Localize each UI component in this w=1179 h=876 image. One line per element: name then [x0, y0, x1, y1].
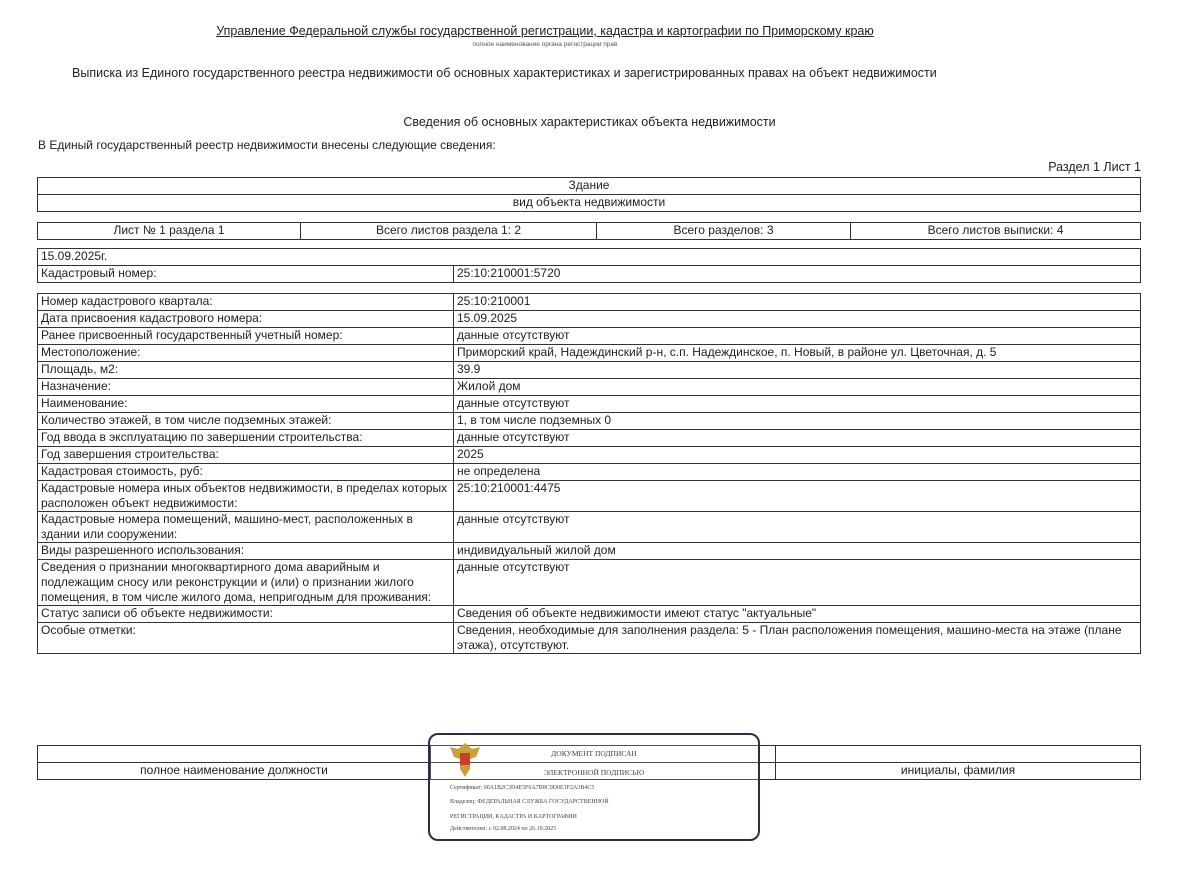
row-label: Сведения о признании многоквартирного дома аварийным и подлежащим сносу или реконструкции и (или) о признании жилого помещения, в том числе жилого дома, непригодным для проживания: — [38, 560, 454, 606]
table-row — [38, 543, 1141, 560]
row-label: Количество этажей, в том числе подземных этажей: — [38, 413, 454, 430]
row-label: Статус записи об объекте недвижимости: — [38, 606, 454, 623]
stamp-line2: ЭЛЕКТРОННОЙ ПОДПИСЬЮ — [543, 768, 645, 777]
electronic-signature-stamp — [428, 733, 760, 841]
row-value: данные отсутствуют — [454, 560, 1141, 606]
section-sheet-label: Раздел 1 Лист 1 — [1048, 160, 1141, 174]
table-row — [38, 430, 1141, 447]
total-sections: Всего разделов: 3 — [597, 223, 851, 240]
row-value: Приморский край, Надеждинский р-н, с.п. Надеждинское, п. Новый, в районе ул. Цветочная, д. 5 — [454, 345, 1141, 362]
table-row — [38, 512, 1141, 543]
table-row — [38, 447, 1141, 464]
row-value: 15.09.2025 — [454, 311, 1141, 328]
document-title: Выписка из Единого государственного реестра недвижимости об основных характеристиках и зарегистрированных правах на объект недвижимости — [72, 66, 937, 80]
table-row — [38, 345, 1141, 362]
section-subtitle: Сведения об основных характеристиках объекта недвижимости — [403, 115, 776, 129]
row-value: 25:10:210001:4475 — [454, 481, 1141, 512]
table-row — [38, 294, 1141, 311]
org-caption: полное наименование органа регистрации прав — [472, 41, 618, 48]
row-value: не определена — [454, 464, 1141, 481]
row-label: Ранее присвоенный государственный учетный номер: — [38, 328, 454, 345]
row-value: данные отсутствуют — [454, 430, 1141, 447]
row-label: Год ввода в эксплуатацию по завершении строительства: — [38, 430, 454, 447]
table-row — [38, 481, 1141, 512]
stamp-owner2: РЕГИСТРАЦИИ, КАДАСТРА И КАРТОГРАФИИ — [450, 814, 577, 820]
row-label: Номер кадастрового квартала: — [38, 294, 454, 311]
table-row — [38, 379, 1141, 396]
row-label: Особые отметки: — [38, 623, 454, 654]
row-label: Кадастровые номера помещений, машино-мест, расположенных в здании или сооружении: — [38, 512, 454, 543]
table-row — [38, 464, 1141, 481]
intro-text: В Единый государственный реестр недвижимости внесены следующие сведения: — [38, 138, 496, 152]
table-row — [38, 623, 1141, 654]
table-row — [38, 413, 1141, 430]
row-value: 2025 — [454, 447, 1141, 464]
object-type-caption: вид объекта недвижимости — [38, 195, 1141, 212]
extract-date: 15.09.2025г. — [38, 249, 1141, 266]
stamp-owner1: Владелец: ФЕДЕРАЛЬНАЯ СЛУЖБА ГОСУДАРСТВЕННОЙ — [450, 799, 609, 805]
table-row — [38, 396, 1141, 413]
row-value: данные отсутствуют — [454, 328, 1141, 345]
row-value: Сведения, необходимые для заполнения раздела: 5 - План расположения помещения, машино-места на этаже (плане этажа), отсутствуют. — [454, 623, 1141, 654]
row-value: данные отсутствуют — [454, 396, 1141, 413]
row-label: Виды разрешенного использования: — [38, 543, 454, 560]
characteristics-table — [37, 293, 1141, 654]
stamp-certificate: Сертификат: 00A1B2C3D4E5F6A7B8C9D0E1F2A3B4C5 — [450, 785, 595, 791]
row-value: Жилой дом — [454, 379, 1141, 396]
row-value: 25:10:210001 — [454, 294, 1141, 311]
object-type: Здание — [38, 178, 1141, 195]
cadastral-label: Кадастровый номер: — [38, 266, 454, 283]
row-label: Наименование: — [38, 396, 454, 413]
row-label: Назначение: — [38, 379, 454, 396]
row-value: Сведения об объекте недвижимости имеют статус "актуальные" — [454, 606, 1141, 623]
table-row — [38, 362, 1141, 379]
table-row — [38, 606, 1141, 623]
cadastral-table — [37, 248, 1141, 283]
table-row — [38, 328, 1141, 345]
row-label: Кадастровые номера иных объектов недвижимости, в пределах которых расположен объект недвижимости: — [38, 481, 454, 512]
cadastral-value: 25:10:210001:5720 — [454, 266, 1141, 283]
total-sheets: Всего листов выписки: 4 — [851, 223, 1141, 240]
row-value: 1, в том числе подземных 0 — [454, 413, 1141, 430]
registry-org-name: Управление Федеральной службы государственной регистрации, кадастра и картографии по Приморскому краю — [216, 24, 874, 38]
table-row — [38, 560, 1141, 606]
row-label: Дата присвоения кадастрового номера: — [38, 311, 454, 328]
stamp-line1: ДОКУМЕНТ ПОДПИСАН — [551, 749, 637, 758]
name-caption: инициалы, фамилия — [776, 763, 1141, 780]
row-value: 39.9 — [454, 362, 1141, 379]
sheet-number: Лист № 1 раздела 1 — [38, 223, 301, 240]
row-label: Площадь, м2: — [38, 362, 454, 379]
table-row — [38, 311, 1141, 328]
position-caption: полное наименование должности — [38, 763, 431, 780]
stamp-validity: Действителен: с 02.08.2024 по 26.10.2025 — [450, 826, 557, 832]
sheet-info-table — [37, 222, 1141, 240]
sheets-in-section: Всего листов раздела 1: 2 — [301, 223, 597, 240]
row-value: данные отсутствуют — [454, 512, 1141, 543]
object-type-table — [37, 177, 1141, 212]
row-value: индивидуальный жилой дом — [454, 543, 1141, 560]
row-label: Кадастровая стоимость, руб: — [38, 464, 454, 481]
row-label: Местоположение: — [38, 345, 454, 362]
row-label: Год завершения строительства: — [38, 447, 454, 464]
